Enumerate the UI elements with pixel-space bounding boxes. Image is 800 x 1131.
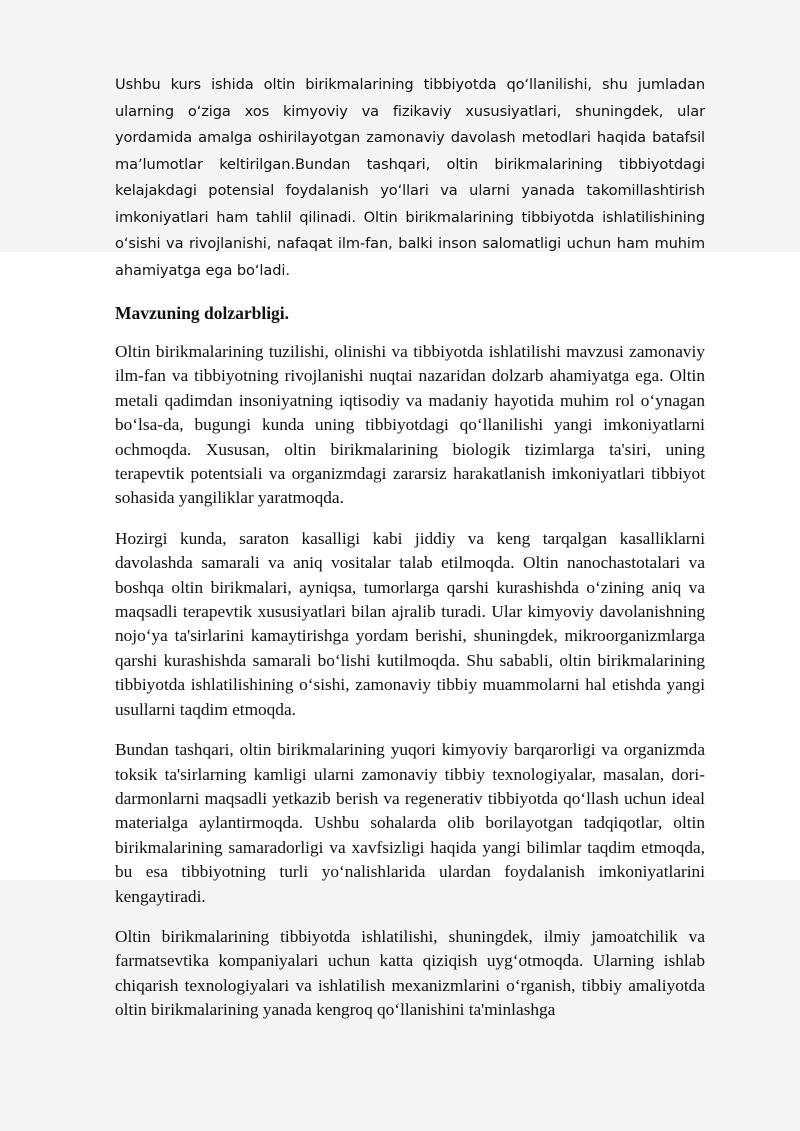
- body-paragraph-3: Bundan tashqari, oltin birikmalarining yuqori kimyoviy barqarorligi va organizmda toksik ta'sirlarning kamligi ularni zamonaviy tibbiy texnologiyalar, masalan, dori-darmonlarni maqsadli yetkazib berish va regenerativ tibbiyotda qoʻllash uchun ideal materialga aylantirmoqda. Ushbu sohalarda olib borilayotgan tadqiqotlar, oltin birikmalarining samaradorligi va xavfsizligi haqida yangi bilimlar taqdim etmoqda, bu esa tibbiyotning turli yoʻnalishlarida ulardan foydalanish imkoniyatlarini kengaytiradi.: [115, 740, 705, 906]
- body-paragraph-4: Oltin birikmalarining tibbiyotda ishlatilishi, shuningdek, ilmiy jamoatchilik va farmatsevtika kompaniyalari uchun katta qiziqish uygʻotmoqda. Ularning ishlab chiqarish texnologiyalari va ishlatilish mexanizmlarini oʻrganish, tibbiy amaliyotda oltin birikmalarining yanada kengroq qoʻllanishini ta'minlashga: [115, 926, 705, 1020]
- body-paragraph-1: Oltin birikmalarining tuzilishi, olinishi va tibbiyotda ishlatilishi mavzusi zamonaviy ilm-fan va tibbiyotning rivojlanishi nuqtai nazaridan dolzarb ahamiyatga ega. Oltin metali qadimdan insoniyatning iqtisodiy va madaniy hayotida muhim rol oʻynagan boʻlsa-da, bugungi kunda uning tibbiyotdagi qoʻllanilishi yangi imkoniyatlarni ochmoqda. Xususan, oltin birikmalarining biologik tizimlarga ta'siri, uning terapevtik potentsiali va organizmdagi zararsiz harakatlanish imkoniyatlari tibbiyot sohasida yangiliklar yaratmoqda.: [115, 342, 705, 508]
- section-heading: Mavzuning dolzarbligi.: [115, 303, 290, 323]
- body-paragraph-2: Hozirgi kunda, saraton kasalligi kabi jiddiy va keng tarqalgan kasalliklarni davolashda samarali va aniq vositalar talab etilmoqda. Oltin nanochastotalari va boshqa oltin birikmalari, ayniqsa, tumorlarga qarshi kurashishda oʻzining aniq va maqsadli terapevtik xususiyatlari bilan ajralib turadi. Ular kimyoviy davolanishning nojoʻya ta'sirlarini kamaytirishga yordam berishi, shuningdek, mikroorganizmlarga qarshi kurashishda samarali boʻlishi kutilmoqda. Shu sababli, oltin birikmalarining tibbiyotda ishlatilishining oʻsishi, zamonaviy tibbiy muammolarni hal etishda yangi usullarni taqdim etmoqda.: [115, 528, 705, 719]
- document-content: [115, 72, 705, 1039]
- intro-paragraph: Ushbu kurs ishida oltin birikmalarining tibbiyotda qoʻllanilishi, shu jumladan ularning oʻziga xos kimyoviy va fizikaviy xususiyatlari, shuningdek, ular yordamida amalga oshirilayotgan zamonaviy davolash metodlari haqida batafsil maʼlumotlar keltirilgan.Bundan tashqari, oltin birikmalarining tibbiyotdagi kelajakdagi potensial foydalanish yoʻllari va ularni yanada takomillashtirish imkoniyatlari ham tahlil qilinadi. Oltin birikmalarining tibbiyotda ishlatilishining oʻsishi va rivojlanishi, nafaqat ilm-fan, balki inson salomatligi uchun ham muhim ahamiyatga ega boʻladi.: [115, 76, 705, 279]
